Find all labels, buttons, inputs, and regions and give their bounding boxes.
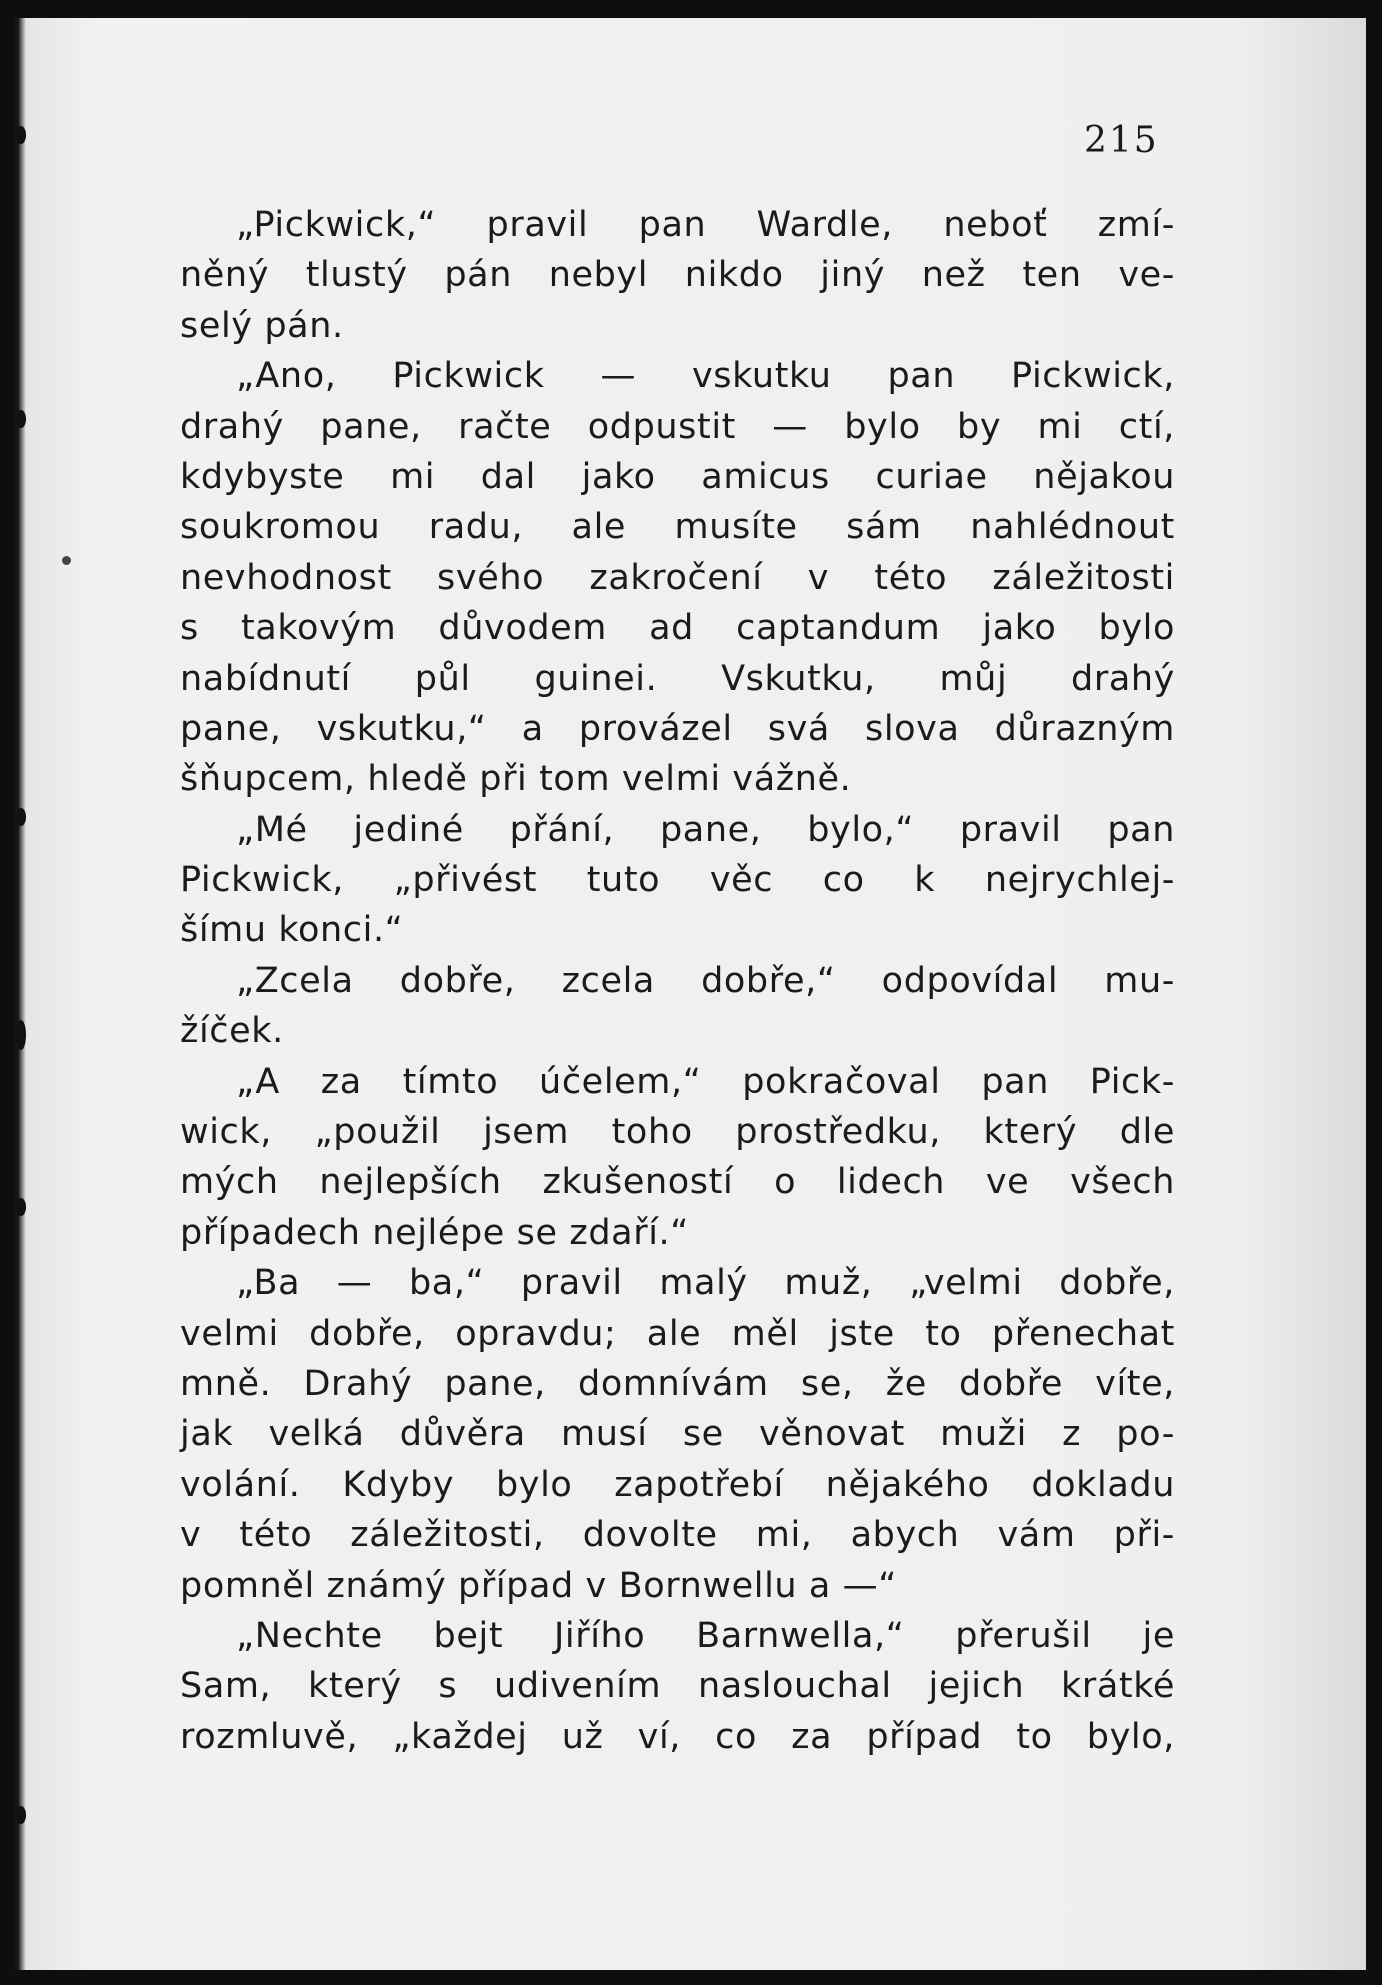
spine-mark: [16, 1806, 26, 1824]
text-line: šímu konci.“: [180, 910, 404, 951]
text-line: kdybyste mi dal jako amicus curiae nějakou: [180, 456, 1175, 497]
text-line: „A za tímto účelem,“ pokračoval pan Pick-: [236, 1061, 1175, 1102]
body-text: [180, 200, 1175, 1762]
text-line: „Pickwick,“ pravil pan Wardle, neboť zmí-: [236, 205, 1175, 245]
text-line: „Ba — ba,“ pravil malý muž, „velmi dobře,: [236, 1263, 1175, 1304]
book-page: [14, 18, 1366, 1970]
spine-mark: [16, 1020, 26, 1050]
spine-mark: [16, 126, 26, 144]
text-line: wick, „použil jsem toho prostředku, který dle: [180, 1112, 1175, 1153]
text-line: nabídnutí půl guinei. Vskutku, můj drahý: [180, 658, 1175, 699]
text-line: drahý pane, račte odpustit — bylo by mi ctí,: [180, 406, 1175, 447]
text-line: šňupcem, hledě při tom velmi vážně.: [180, 759, 852, 800]
text-line: selý pán.: [180, 305, 344, 346]
text-line: něný tlustý pán nebyl nikdo jiný než ten ve-: [180, 255, 1175, 296]
text-line: mých nejlepších zkušeností o lidech ve všech: [180, 1162, 1175, 1203]
text-line: případech nejlépe se zdaří.“: [180, 1212, 689, 1253]
text-line: jak velká důvěra musí se věnovat muži z po-: [180, 1414, 1175, 1455]
page-spine-edge: [14, 18, 26, 1970]
text-line: pomněl známý případ v Bornwellu a —“: [180, 1565, 898, 1606]
text-line: rozmluvě, „každej už ví, co za případ to bylo,: [180, 1716, 1175, 1757]
text-line: volání. Kdyby bylo zapotřebí nějakého dokladu: [180, 1464, 1175, 1505]
text-line: žíček.: [180, 1011, 284, 1052]
text-line: v této záležitosti, dovolte mi, abych vám při-: [180, 1515, 1175, 1556]
text-line: nevhodnost svého zakročení v této záležitosti: [180, 557, 1175, 598]
page-number: 215: [1084, 120, 1159, 161]
text-line: Pickwick, „přivést tuto věc co k nejrychlej-: [180, 860, 1175, 901]
text-line: „Nechte bejt Jiřího Barnwella,“ přerušil je: [236, 1615, 1175, 1656]
text-line: pane, vskutku,“ a provázel svá slova důrazným: [180, 708, 1175, 749]
text-line: mně. Drahý pane, domnívám se, že dobře víte,: [180, 1363, 1175, 1404]
text-line: „Zcela dobře, zcela dobře,“ odpovídal mu-: [236, 960, 1175, 1001]
spine-mark: [16, 808, 26, 826]
text-line: soukromou radu, ale musíte sám nahlédnout: [180, 507, 1175, 548]
text-line: Sam, který s udivením naslouchal jejich krátké: [180, 1666, 1175, 1707]
spine-mark: [16, 410, 26, 428]
text-line: „Mé jediné přání, pane, bylo,“ pravil pan: [236, 809, 1175, 850]
text-line: s takovým důvodem ad captandum jako bylo: [180, 608, 1175, 649]
text-line: velmi dobře, opravdu; ale měl jste to přenechat: [180, 1313, 1175, 1354]
ink-speck: [62, 556, 71, 565]
text-line: „Ano, Pickwick — vskutku pan Pickwick,: [236, 356, 1175, 397]
spine-mark: [16, 1198, 26, 1216]
